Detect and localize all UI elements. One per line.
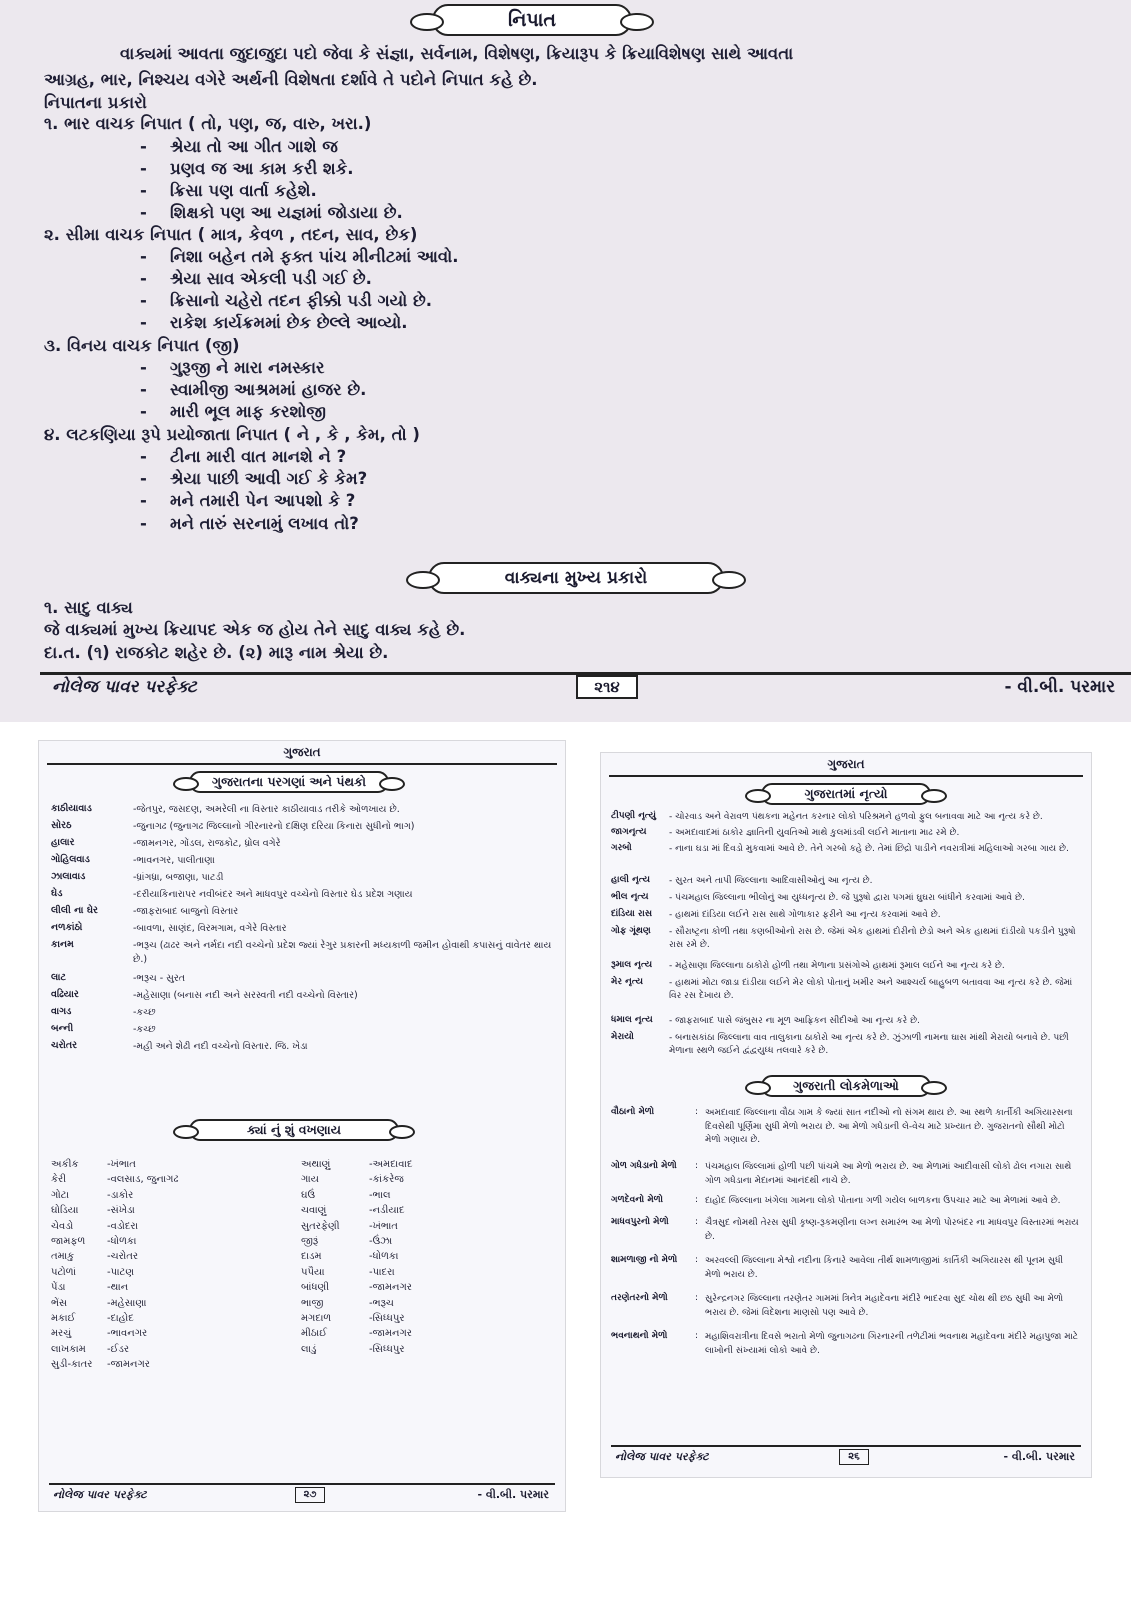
list-item: પટોળાં -પાટણ bbox=[51, 1266, 135, 1278]
list-item: કાઠીયાવાડ -જેતપુર, જસદણ, અમરેલી ના વિસ્તાર કાઠીયાવાડ તરીકે ઓળખાય છે. bbox=[51, 803, 400, 815]
footer-book-title: નોલેજ પાવર પરફેક્ટ bbox=[615, 1450, 709, 1463]
page-footer bbox=[49, 1483, 555, 1505]
footer-author: - વી.બી. પરમાર bbox=[1003, 1450, 1075, 1463]
simple-heading: ૧. સાદુ વાક્ય bbox=[44, 598, 133, 617]
example-line: - શ્રેયા પાછી આવી ગઈ કે કેમ? bbox=[140, 469, 368, 488]
list-item: વાગડ -કચ્છ bbox=[51, 1006, 156, 1018]
list-item: ગરબો - નાના ઘડા માં દિવડો મુકવામાં આવે છે. તેને ગરબો કહે છે. તેમાં છિદ્રો પાડીને નવરાત્રીમાં મહિલાઓ ગરબા ગાય છે. bbox=[611, 843, 1069, 854]
products-right-list bbox=[301, 1159, 499, 1359]
list-item: રૂમાલ નૃત્ય - મહેસાણા જિલ્લાના ઠાકોરો હોળી તથા મેળાના પ્રસંગોએ હાથમાં રૂમાલ લઈને આ નૃત્ય કરે છે. bbox=[611, 960, 1005, 971]
list-item: નળકાંઠો -બાવળા, સાણંદ, વિરમગામ, વગેરે વિસ્તાર bbox=[51, 922, 287, 934]
list-item: ઝાલાવાડ -ધ્રાંગધ્રા, બજાણા, પાટડી bbox=[51, 871, 224, 883]
list-item: મેરાયો - બનાસકાંઠા જિલ્લાના વાવ તાલુકાના ઠાકોરો આ નૃત્ય કરે છે. ઝુંઝાળી નામના ઘાસ માંથી મેરાયો બનાવે છે. પછી મેળાના સ્થળે જઈને દ્વંદ્વયુધ્ધ તલવારે કરે છે. bbox=[611, 1032, 1069, 1056]
left-page bbox=[38, 740, 566, 1512]
list-item: ઘેડ -દરીયાકિનારાપર નવીબંદર અને માધવપુર વચ્ચેનો વિસ્તાર ઘેડ પ્રદેશ ગણાય bbox=[51, 888, 413, 900]
running-head: ગુજરાત bbox=[283, 745, 321, 759]
page-number: ૨૬ bbox=[839, 1449, 869, 1465]
list-item: મરચું -ભાવનગર bbox=[51, 1328, 148, 1340]
running-head: ગુજરાત bbox=[827, 757, 865, 771]
example-line: - સ્વામીજી આશ્રમમાં હાજર છે. bbox=[140, 380, 367, 399]
divider bbox=[47, 763, 557, 765]
example-line: - પ્રણવ જ આ કામ કરી શકે. bbox=[140, 159, 354, 178]
list-item: ભાજી -ભરૂચ bbox=[301, 1297, 394, 1309]
list-item: સોરઠ -જુનાગઢ (જુનાગઢ જિલ્લાનો ગીરનારનો દક્ષિણ દરિયા કિનારા સુધીનો ભાગ) bbox=[51, 820, 415, 832]
list-item: હાલાર -જામનગર, ગોંડલ, રાજકોટ, ધ્રોલ વગેરે bbox=[51, 837, 281, 849]
example-line: - મને તારું સરનામું લખાવ તો? bbox=[140, 514, 359, 533]
example-line: - ક્રિસા પણ વાર્તા કહેશે. bbox=[140, 181, 317, 200]
list-item: માધવપુરનો મેળો : ચૈત્રસુદ નોમથી તેરસ સુધી કૃષ્ણ-રૂકમણીના લગ્ન સમારંભ આ મેળો પોરબંદર ના માધવપુર વિસ્તારમાં ભરાય છે. bbox=[611, 1217, 1079, 1242]
list-item: ગળદેવનો મેળો : દાહોદ જિલ્લાના ખંગેલા ગામના લોકો પોતાના ગળી ગયેલ બાળકના ઉપચાર માટે આ મેળામાં આવે છે. bbox=[611, 1195, 1061, 1206]
divider bbox=[609, 775, 1083, 777]
list-item: હાલી નૃત્ય - સુરત અને તાપી જિલ્લાના આદિવાસીઓનું આ નૃત્ય છે. bbox=[611, 875, 873, 886]
list-item: ટીપણી નૃત્યું - ચોરવાડ અને વેરાવળ પંથકના મહેનત કરનાર લોકો પરિશ્રમને હળવો ફુલ બનાવવા માટે આ નૃત્ય કરે છે. bbox=[611, 811, 1043, 822]
list-item: ચવાણું -નડીયાદ bbox=[301, 1205, 405, 1217]
list-item: પેંડા -થાન bbox=[51, 1282, 129, 1294]
list-item: ચરોતર -મહી અને શેઢી નદી વચ્ચેનો વિસ્તાર. જિ. ખેડા bbox=[51, 1040, 308, 1052]
page-number: ૨૧૪ bbox=[576, 675, 638, 699]
simple-definition: જે વાક્યમાં મુખ્ય ક્રિયાપદ એક જ હોય તેને સાદુ વાક્ય કહે છે. bbox=[44, 620, 466, 639]
section-heading: ૩. વિનય વાચક નિપાત (જી) bbox=[44, 336, 240, 355]
list-item: અથાણું -અમદાવાદ bbox=[301, 1159, 413, 1170]
list-item: ગોહિલવાડ -ભાવનગર, પાલીતાણા bbox=[51, 854, 215, 866]
list-item: લાખકામ -ઈડર bbox=[51, 1343, 129, 1355]
list-item: મકાઈ -દાહોદ bbox=[51, 1312, 134, 1324]
list-item: ગોટા -ડાકોર bbox=[51, 1189, 134, 1201]
footer-author: - વી.બી. પરમાર bbox=[1004, 677, 1115, 697]
example-line: - ટીના મારી વાત માનશે ને ? bbox=[140, 447, 347, 466]
list-item: મગદાળ -સિધ્ધપુર bbox=[301, 1312, 405, 1324]
list-item: ચેવડો -વડોદરા bbox=[51, 1220, 139, 1232]
intro-line-2: આગ્રહ, ભાર, નિશ્ચય વગેરે અર્થની વિશેષતા દર્શાવે તે પદોને નિપાત કહે છે. bbox=[44, 70, 538, 89]
list-item: ઘઉં -ભાલ bbox=[301, 1189, 391, 1201]
products-left-list bbox=[51, 1159, 237, 1374]
regions-title: ગુજરાતના પરગણાં અને પંથકો bbox=[189, 771, 389, 793]
list-item: ગોફ ગૂંથણ - સૌરાષ્ટ્રના કોળી તથા કણબીઓનો રાસ છે. જેમાં એક હાથમાં દોરીનો છેડો અને એક હાથમાં દાંડીયો પકડીને પુરૂષો રાસ રમે છે. bbox=[611, 926, 1076, 950]
example-line: - નિશા બહેન તમે ફક્ત પાંચ મીનીટમાં આવો. bbox=[140, 247, 459, 266]
section-heading: ૨. સીમા વાચક નિપાત ( માત્ર, કેવળ , તદન, સાવ, છેક) bbox=[44, 225, 418, 244]
list-item: વઢિયાર -મહેસાણા (બનાસ નદી અને સરસ્વતી નદી વચ્ચેનો વિસ્તાર) bbox=[51, 989, 358, 1001]
example-line: - ક્રિસાનો ચહેરો તદન ફીક્કો પડી ગયો છે. bbox=[140, 291, 433, 310]
list-item: ધમાલ નૃત્ય - જાફરાબાદ પાસે જંબુસર ના મૂળ આફ્રિકન સીદીઓ આ નૃત્ય કરે છે. bbox=[611, 1015, 920, 1026]
list-item: જામફળ -ધોળકા bbox=[51, 1235, 137, 1247]
list-item: મીઠાઈ -જામનગર bbox=[301, 1328, 412, 1340]
example-line: - મારી ભૂલ માફ કરશોજી bbox=[140, 402, 326, 421]
list-item: મેર નૃત્ય - હાથમાં મોટા જાડા દાંડીયા લઈને મેર લોકો પોતાનું ખમીર અને આશ્ચર્ય બાહુબળ બતાવવા આ નૃત્ય કરે છે. જેમાં વિર રસ દેખાય છે. bbox=[611, 977, 1073, 1001]
example-line: - શ્રેયા તો આ ગીત ગાશે જ bbox=[140, 137, 338, 156]
footer-book-title: નોલેજ પાવર પરફેક્ટ bbox=[52, 677, 197, 697]
list-item: બાંધણી -જામનગર bbox=[301, 1282, 412, 1294]
list-item: પપૈયા -પાદરા bbox=[301, 1266, 395, 1278]
list-item: ગોળ ગધેડાનો મેળો : પંચમહાલ જિલ્લામાં હોળી પછી પાંચમે આ મેળો ભરાય છે. આ મેળામાં આદીવાસી લોકો ઢોલ નગારા સાથે ગોળ ગધેડાના મેદાનમાં આનંદથી નાચે છે. bbox=[611, 1161, 1072, 1186]
list-item: ઘોડિયા -સંખેડા bbox=[51, 1205, 135, 1217]
list-item: જીરૂં -ઉંઝા bbox=[301, 1235, 393, 1247]
list-item: સુતરફેણી -ખંભાત bbox=[301, 1220, 398, 1232]
list-item: અકીક -ખંભાત bbox=[51, 1159, 136, 1170]
footer-author: - વી.બી. પરમાર bbox=[477, 1488, 549, 1501]
list-item: દાંડિયા રાસ - હાથમાં દાંડિયા લઈને રાસ સાથે ગોળાકાર ફરીને આ નૃત્ય કરવામાં આવે છે. bbox=[611, 909, 941, 920]
list-item: દાડમ -ધોળકા bbox=[301, 1251, 399, 1263]
list-item: બન્ની -કચ્છ bbox=[51, 1023, 156, 1035]
example-line: - રાકેશ કાર્યક્રમમાં છેક છેલ્લે આવ્યો. bbox=[140, 313, 408, 332]
top-page bbox=[0, 0, 1131, 722]
list-item: વૌઠાનો મેળો : અમદાવાદ જિલ્લાના વૌઠા ગામ કે જ્યાં સાત નદીઓ નો સંગમ થાય છે. આ સ્થળે કાર્તીકી અગિયારસના દિવસેથી પૂર્ણિમા સુધી મેળો ભરાય છે. આ મેળો ગધેડાની લે-વેચ માટે પ્રખ્યાત છે. ગુજરાતનો સૌથી મોટો મેળો ગણાય છે. bbox=[611, 1107, 1073, 1145]
products-title: ક્યાં નું શું વખણાય bbox=[189, 1119, 399, 1141]
list-item: શામળાજી નો મેળો : અરવલ્લી જિલ્લાના મેશ્વો નદીના કિનારે આવેલા તીર્થ શામળાજીમાં કાર્તિકી અગિયારસ થી પૂનમ સુધી મેળો ભરાય છે. bbox=[611, 1255, 1064, 1280]
list-item: તમાકુ -ચરોતર bbox=[51, 1251, 139, 1263]
right-page bbox=[600, 752, 1092, 1478]
list-item: ભીલ નૃત્ય - પંચમહાલ જિલ્લાના ભીલોનું આ યુધ્ધનૃત્ય છે. જે પુરૂષો દ્વારા પગમાં ઘુઘરા બાંધીને કરવામાં આવે છે. bbox=[611, 892, 1025, 903]
fairs-title: ગુજરાતી લોકમેળાઓ bbox=[761, 1075, 931, 1097]
page-footer bbox=[611, 1445, 1081, 1467]
example-line: - મને તમારી પેન આપશો કે ? bbox=[140, 491, 356, 510]
example-line: - ગુરૂજી ને મારા નમસ્કાર bbox=[140, 358, 325, 377]
example-line: - શ્રેયા સાવ એકલી પડી ગઈ છે. bbox=[140, 269, 372, 288]
list-item: લાડું -સિધ્ધપુર bbox=[301, 1343, 405, 1355]
list-item: લાટ -ભરૂચ - સુરત bbox=[51, 972, 186, 984]
example-line: - શિક્ષકો પણ આ યજ્ઞમાં જોડાયા છે. bbox=[140, 203, 403, 222]
section-heading: ૧. ભાર વાચક નિપાત ( તો, પણ, જ, વારુ, ખરા.) bbox=[44, 114, 372, 133]
page-footer bbox=[40, 672, 1131, 702]
section-title: વાક્યના મુખ્ય પ્રકારો bbox=[428, 562, 724, 594]
section-heading: ૪. લટકણિયા રૂપે પ્રયોજાતા નિપાત ( ને , કે , કેમ, તો ) bbox=[44, 425, 420, 444]
list-item: કેરી -વલસાડ, જુનાગઢ bbox=[51, 1174, 179, 1186]
page-title: નિપાત bbox=[432, 4, 632, 36]
list-item: ભવનાથનો મેળો : મહાશિવરાત્રીના દિવસે ભરાતો મેળો જુનાગઢના ગિરનારની તળેટીમાં ભવનાથ મહાદેવના મંદીરે મહાપુજા માટે લાખોની સંખ્યામાં લોકો આવે છે. bbox=[611, 1331, 1079, 1356]
intro-line-1: વાક્યમાં આવતા જુદાજુદા પદો જેવા કે સંજ્ઞા, સર્વનામ, વિશેષણ, ક્રિયારૂપ કે ક્રિયાવિશેષણ સાથે આવતા bbox=[120, 44, 794, 63]
list-item: તરણેતરનો મેળો : સુરેન્દ્રનગર જિલ્લાના તરણેતર ગામમાં ત્રિનેત્ર મહાદેવના મંદીરે ભાદરવા સુદ ચોથ થી છઠ સુધી આ મેળો ભરાય છે. જેમાં વિદેશના માણસો પણ આવે છે. bbox=[611, 1293, 1064, 1318]
simple-example: દા.ત. (૧) રાજકોટ શહેર છે. (૨) મારૂ નામ શ્રેયા છે. bbox=[44, 643, 389, 662]
list-item: કાનમ -ભરૂચ (ઢાઢર અને નર્મદા નદી વચ્ચેનો પ્રદેશ જ્યાં રેગુર પ્રકારની મધ્યકાળી જમીન હોવાથી કપાસનું વાવેતર થાય છે.) bbox=[51, 939, 552, 965]
list-item: ગાય -કાંકરેજ bbox=[301, 1174, 404, 1186]
list-item: ભેંસ -મહેસાણા bbox=[51, 1297, 147, 1309]
list-item: સુડી-કાતર -જામનગર bbox=[51, 1359, 150, 1371]
page-number: ૨૭ bbox=[295, 1487, 325, 1503]
footer-book-title: નોલેજ પાવર પરફેક્ટ bbox=[53, 1488, 147, 1501]
list-item: લીલી ના ઘેર -જાફરાબાદ બાજુનો વિસ્તાર bbox=[51, 905, 239, 917]
types-heading: નિપાતના પ્રકારો bbox=[44, 93, 147, 112]
list-item: જાગનૃત્ય - અમદાવાદમાં ઠાકોર જ્ઞાતિની યુવતિઓ માથે કુલમાંડવી લઈને માતાના માઢ રમે છે. bbox=[611, 827, 960, 838]
dances-title: ગુજરાતમાં નૃત્યો bbox=[761, 783, 931, 805]
